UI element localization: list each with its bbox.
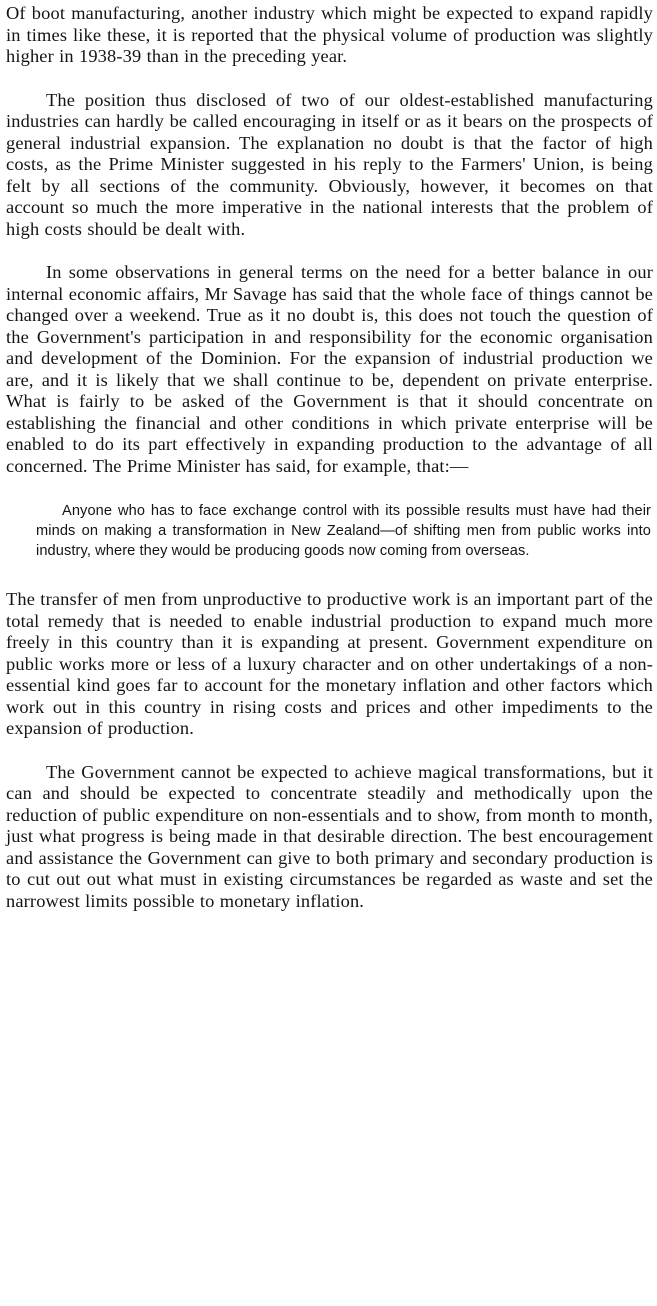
paragraph-transfer-of-men: The transfer of men from unproductive to productive work is an important part of the total remedy that is needed to enable industrial production to expand much more freely in this country than it is expanding at present. Government expenditure on public works more or less of a luxury character and on other undertakings of a non-essential kind goes far to account for the monetary inflation and other factors which work out in this country in rising costs and prices and other impediments to the expansion of production.	[6, 589, 653, 738]
block-quote-prime-minister: Anyone who has to face exchange control with its possible results must have had their minds on making a transformation in New Zealand—of shifting men from public works into industry, where they would be producing goods now coming from overseas.	[36, 503, 651, 559]
paragraph-boot-manufacturing: Of boot manufacturing, another industry which might be expected to expand rapidly in times like these, it is reported that the physical volume of production was slightly higher in 1938-39 than in the preceding year.	[6, 3, 653, 66]
paragraph-position-disclosed: The position thus disclosed of two of our oldest-established manufacturing industries can hardly be called encouraging in itself or as it bears on the prospects of general industrial expansion. The explanation no doubt is that the factor of high costs, as the Prime Minister suggested in his reply to the Farmers' Union, is being felt by all sections of the community. Obviously, however, it becomes on that account so much the more imperative in the national interests that the problem of high costs should be dealt with.	[6, 89, 653, 239]
paragraph-government-expectations: The Government cannot be expected to achieve magical transformations, but it can and should be expected to concentrate steadily and methodically upon the reduction of public expenditure on non-essentials and to show, from month to month, just what progress is being made in that desirable direction. The best encouragement and assistance the Government can give to both primary and secondary production is to cut out out what must in existing circumstances be regarded as waste and set the narrowest limits possible to monetary inflation.	[6, 761, 653, 911]
paragraph-balance-observations: In some observations in general terms on the need for a better balance in our internal economic affairs, Mr Savage has said that the whole face of things cannot be changed over a weekend. True as it no doubt is, this does not touch the question of the Government's participation in and responsibility for the economic organisation and development of the Dominion. For the expansion of industrial production we are, and it is likely that we shall continue to be, dependent on private enterprise. What is fairly to be asked of the Government is that it should concentrate on establishing the financial and other conditions in which private enterprise will be enabled to do its part effectively in expanding production to the advantage of all concerned. The Prime Minister has said, for example, that:—	[6, 262, 653, 476]
